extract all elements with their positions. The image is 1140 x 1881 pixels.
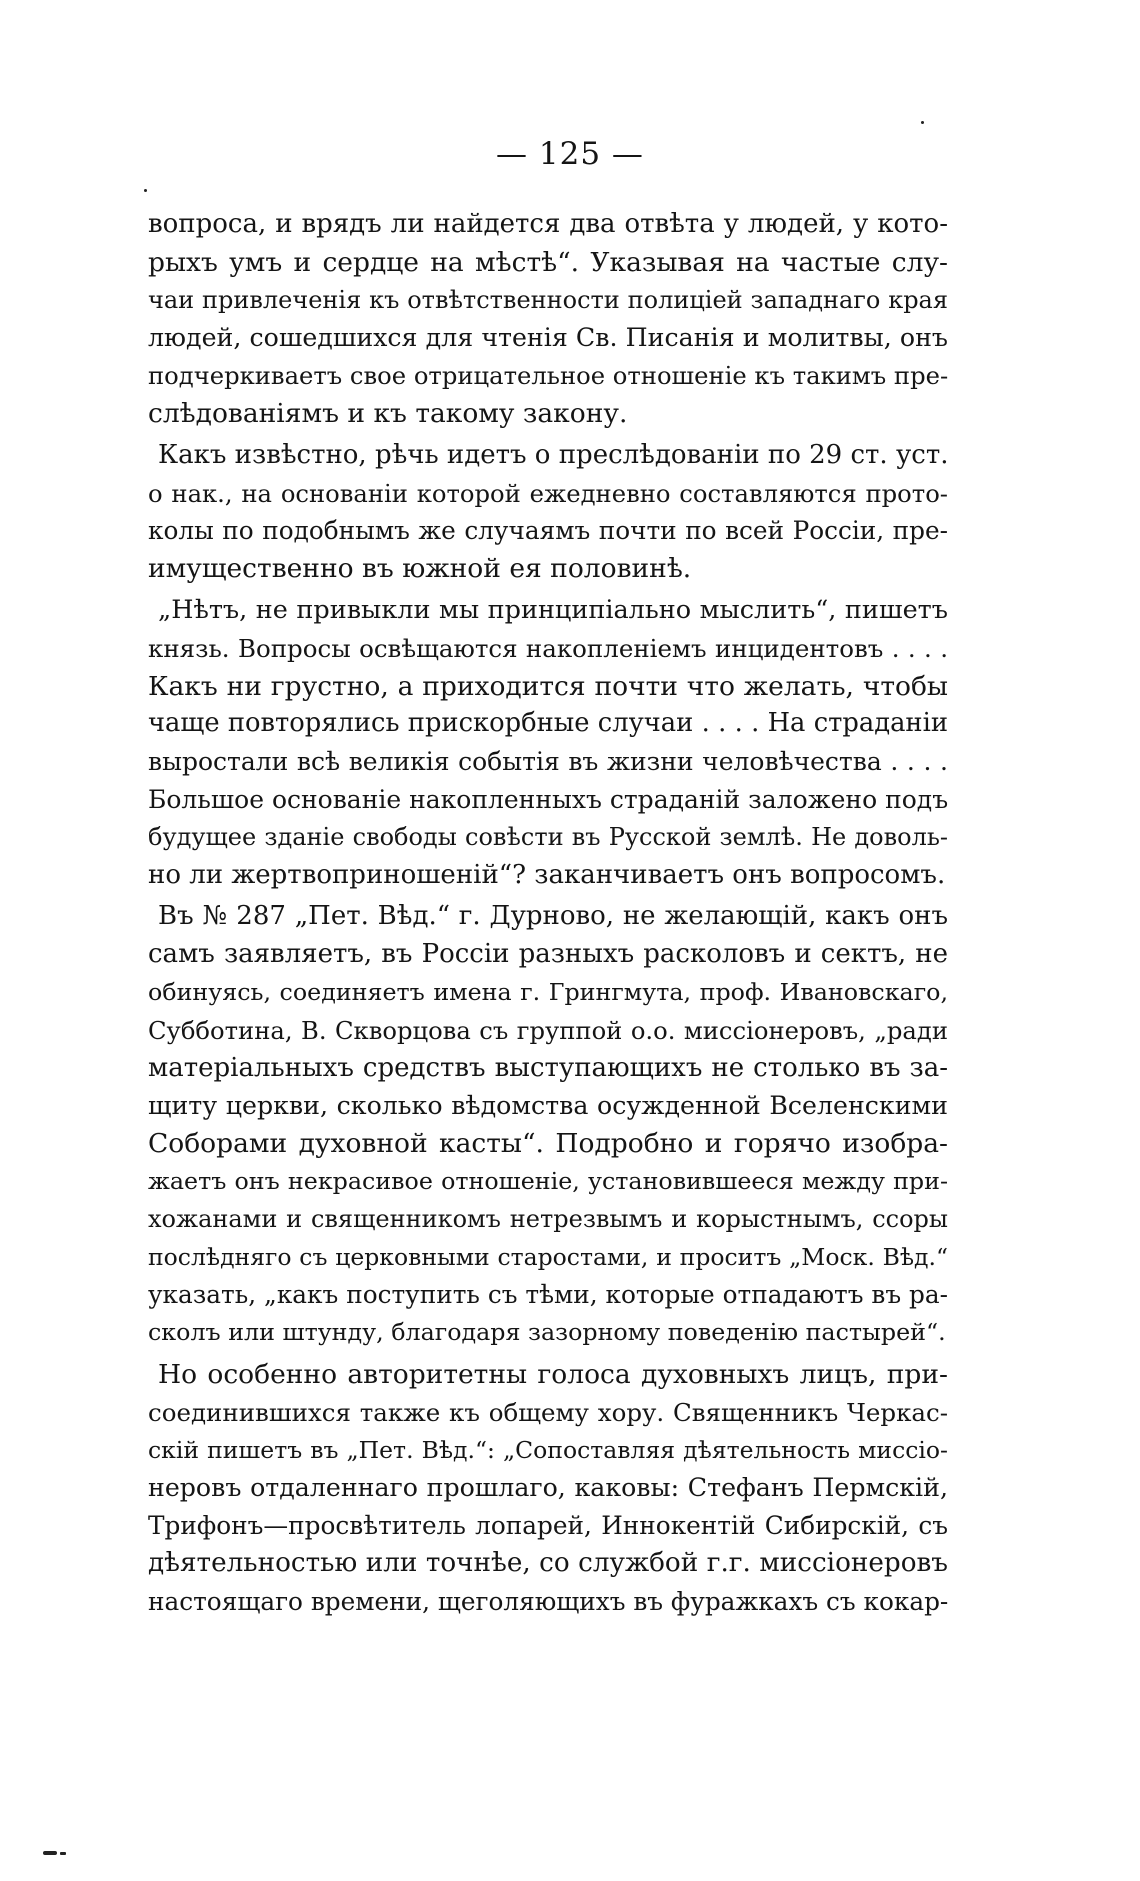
body-text	[148, 206, 948, 1620]
text-line: послѣдняго съ церковными старостами, и проситъ „Моск. Вѣд.“	[148, 1242, 948, 1271]
text-line: жаетъ онъ некрасивое отношеніе, установившееся между при-	[148, 1166, 948, 1195]
text-line: подчеркиваетъ свое отрицательное отношеніе къ такимъ пре-	[148, 361, 949, 391]
text-line: выростали всѣ великія событія въ жизни человѣчества . . . .	[148, 747, 948, 777]
text-line: соединившихся также къ общему хору. Священникъ Черкас-	[148, 1397, 948, 1427]
text-line: будущее зданіе свободы совѣсти въ Русской землѣ. Не доволь-	[148, 822, 948, 851]
text-line: вопроса, и врядъ ли найдется два отвѣта у людей, у кото-	[148, 209, 948, 239]
page-number: — 125 —	[496, 136, 644, 172]
text-line: хожанами и священникомъ нетрезвымъ и корыстнымъ, ссоры	[148, 1204, 948, 1233]
text-line: о нак., на основаніи которой ежедневно составляются прото-	[148, 478, 948, 508]
text-line: Соборами духовной касты“. Подробно и горячо изобра-	[148, 1128, 948, 1160]
text-line: самъ заявляетъ, въ Россіи разныхъ расколовъ и сектъ, не	[148, 939, 948, 970]
text-line: слѣдованіямъ и къ такому закону.	[148, 397, 628, 429]
paragraph-first-line: Какъ извѣстно, рѣчь идетъ о преслѣдованіи по 29 ст. уст.	[158, 439, 949, 470]
scan-speck	[144, 189, 147, 192]
text-line: имущественно въ южной ея половинѣ.	[148, 553, 692, 585]
text-line: указать, „какъ поступить съ тѣми, которые отпадаютъ въ ра-	[148, 1280, 948, 1310]
text-line: князь. Вопросы освѣщаются накопленіемъ инцидентовъ . . . .	[148, 633, 948, 663]
text-line: но ли жертвоприношеній“? заканчиваетъ онъ вопросомъ.	[148, 859, 946, 890]
text-line: обинуясь, соединяетъ имена г. Грингмута, проф. Ивановскаго,	[148, 977, 948, 1006]
scan-speck	[43, 1851, 57, 1855]
text-line: сколъ или штунду, благодаря зазорному поведенію пастырей“.	[148, 1318, 946, 1347]
text-line: дѣятельностью или точнѣе, со службой г.г. миссіонеровъ	[148, 1547, 948, 1578]
text-line: неровъ отдаленнаго прошлаго, каковы: Стефанъ Пермскій,	[148, 1473, 948, 1503]
text-line: щиту церкви, сколько вѣдомства осужденной Вселенскими	[148, 1091, 948, 1121]
text-line: чаи привлеченія къ отвѣтственности полиціей западнаго края	[148, 285, 948, 314]
text-line: Трифонъ—просвѣтитель лопарей, Иннокентій Сибирскій, съ	[148, 1511, 948, 1541]
text-line: настоящаго времени, щеголяющихъ въ фуражкахъ съ кокар-	[148, 1586, 949, 1616]
text-line: рыхъ умъ и сердце на мѣстѣ“. Указывая на частые слу-	[148, 246, 948, 278]
scan-speck	[60, 1852, 66, 1855]
paragraph-first-line: Въ № 287 „Пет. Вѣд.“ г. Дурново, не желающій, какъ онъ	[158, 901, 948, 932]
text-line: Большое основаніе накопленныхъ страданій заложено подъ	[148, 784, 949, 814]
text-line: Субботина, В. Скворцова съ группой о.о. миссіонеровъ, „ради	[148, 1015, 948, 1045]
text-line: людей, сошедшихся для чтенія Св. Писанія и молитвы, онъ	[148, 323, 948, 353]
text-line: колы по подобнымъ же случаямъ почти по всей Россіи, пре-	[148, 516, 948, 546]
text-line: чаще повторялись прискорбные случаи . . . . На страданіи	[148, 708, 948, 739]
text-line: Какъ ни грустно, а приходится почти что желать, чтобы	[148, 670, 948, 702]
scan-speck	[921, 121, 924, 124]
text-line: матеріальныхъ средствъ выступающихъ не столько въ за-	[148, 1052, 948, 1083]
paragraph-first-line: Но особенно авторитетны голоса духовныхъ лицъ, при-	[158, 1358, 948, 1390]
text-line: скій пишетъ въ „Пет. Вѣд.“: „Сопоставляя дѣятельность миссіо-	[148, 1435, 948, 1464]
paragraph-first-line: „Нѣтъ, не привыкли мы принципіально мыслить“, пишетъ	[158, 594, 948, 625]
